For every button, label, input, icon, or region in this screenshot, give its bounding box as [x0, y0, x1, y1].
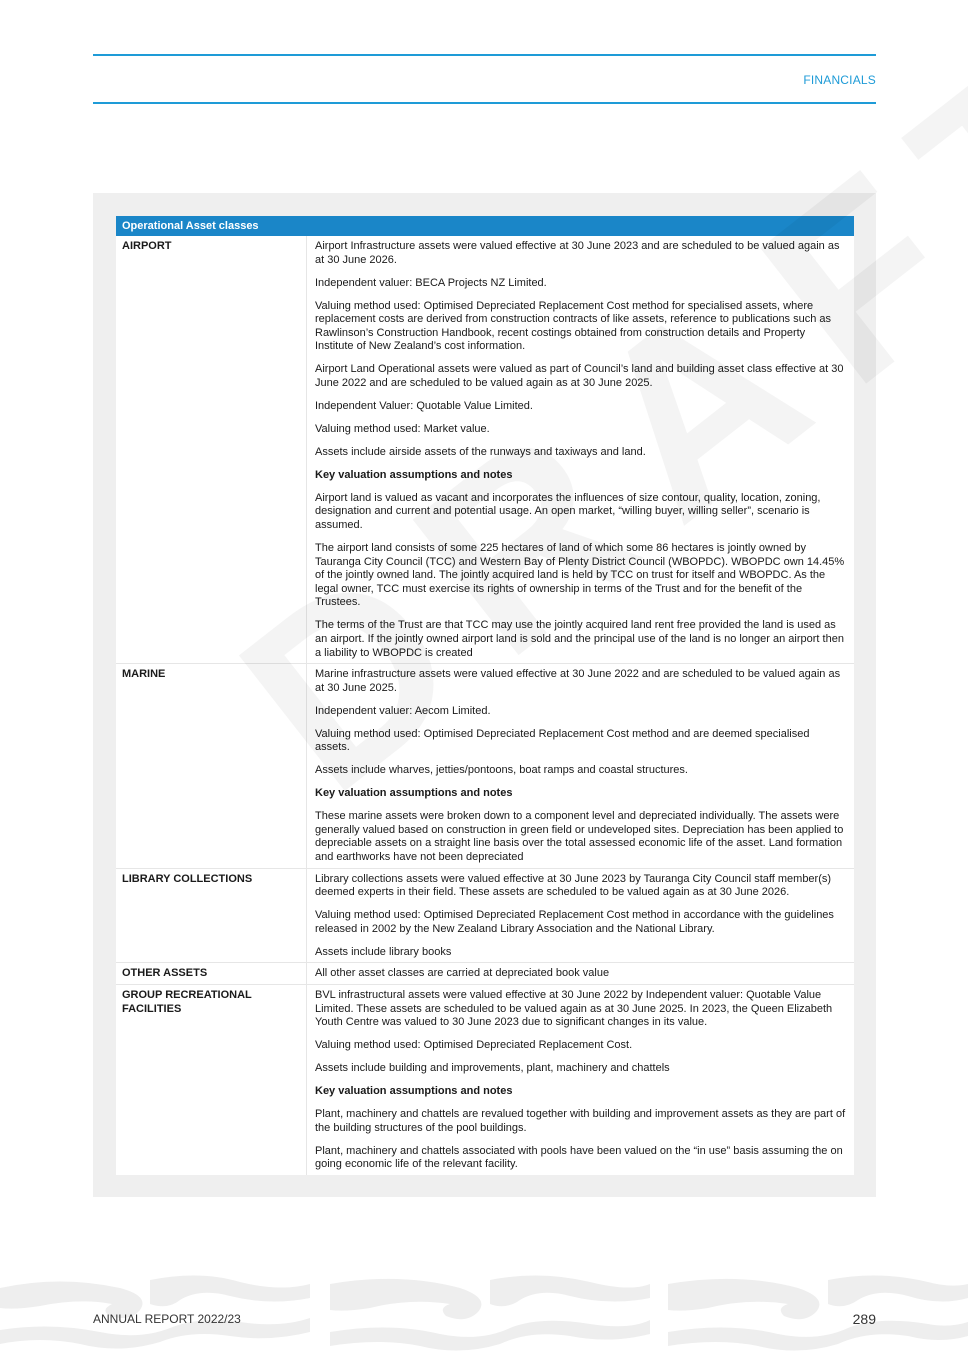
paragraph: Airport Infrastructure assets were valued effective at 30 June 2023 and are scheduled to be valued again as at 30 June 2026. — [315, 240, 840, 266]
row-label-group-recreational-facilities: GROUP RECREATIONAL FACILITIES — [116, 985, 307, 1175]
table-row — [116, 963, 854, 985]
header-top-rule — [93, 54, 876, 56]
subheading: Key valuation assumptions and notes — [315, 787, 513, 800]
row-label-library-collections: LIBRARY COLLECTIONS — [116, 869, 307, 963]
paragraph: The airport land consists of some 225 hectares of land of which some 86 hectares is jointly owned by Tauranga City Council (TCC) and Western Bay of Plenty District Council (WBOPDC). WBOPDC own 14.45% of the jointly owned land. The jointly acquired land is held by TCC on trust for itself and WBOPDC. As the legal owner, TCC must exercise its rights of ownership in terms of the Trust and for the benefit of the Trustees. — [315, 542, 845, 609]
header-bottom-rule — [93, 102, 876, 104]
paragraph: All other asset classes are carried at depreciated book value — [315, 967, 610, 980]
table-header: Operational Asset classes — [116, 216, 854, 236]
paragraph: Valuing method used: Market value. — [315, 422, 490, 435]
paragraph: Assets include airside assets of the runways and taxiways and land. — [315, 445, 646, 458]
row-body-library-collections — [307, 869, 854, 963]
paragraph: Valuing method used: Optimised Depreciated Replacement Cost. — [315, 1039, 633, 1052]
paragraph: Airport Land Operational assets were valued as part of Council’s land and building asset class effective at 30 June 2022 and are scheduled to be valued again as at 30 June 2025. — [315, 363, 844, 389]
paragraph: These marine assets were broken down to a component level and depreciated individually. The assets were generally valued based on construction in green field or undeveloped sites. Depreciation has been applied to depreciable assets on a straight line basis over the total assessed economic life of the asset. Land formation and earthworks have not been depreciated — [315, 810, 844, 864]
subheading: Key valuation assumptions and notes — [315, 1085, 513, 1098]
table-row — [116, 236, 854, 664]
table-row — [116, 664, 854, 868]
paragraph: Assets include library books — [315, 945, 452, 958]
page-number: 289 — [852, 1311, 876, 1327]
row-label-marine: MARINE — [116, 664, 307, 867]
paragraph: BVL infrastructural assets were valued effective at 30 June 2022 by Independent valuer: Quotable Value Limited. These assets are scheduled to be valued again as at 30 June 2025. In 2023, the Queen Elizabeth Youth Centre was valued to 30 June 2023 due to significant changes in its value. — [315, 988, 833, 1029]
table-row — [116, 869, 854, 964]
paragraph: Assets include wharves, jetties/pontoons, boat ramps and coastal structures. — [315, 764, 688, 777]
paragraph: Valuing method used: Optimised Depreciated Replacement Cost method in accordance with the guidelines released in 2002 by the New Zealand Library Association and the National Library. — [315, 909, 834, 935]
footer-report-title: ANNUAL REPORT 2022/23 — [93, 1312, 241, 1326]
paragraph: Valuing method used: Optimised Depreciated Replacement Cost method and are deemed specialised assets. — [315, 727, 810, 754]
paragraph: The terms of the Trust are that TCC may use the jointly acquired land rent free provided the land is used as an airport. If the jointly owned airport land is sold and the principal use of the land is no longer an airport then a liability to WBOPDC is created — [315, 619, 844, 659]
paragraph: Valuing method used: Optimised Depreciated Replacement Cost method for specialised assets, where replacement costs are derived from construction contracts of like assets, reference to publications such as Rawlinson’s Construction Handbook, recent costings obtained from construction details and Property Institute of New Zealand’s cost information. — [315, 299, 832, 353]
paragraph: Plant, machinery and chattels are revalued together with building and improvement assets as they are part of the building structures of the pool buildings. — [315, 1108, 846, 1134]
row-label-other-assets: OTHER ASSETS — [116, 963, 307, 984]
table-row — [116, 985, 854, 1175]
section-label: FINANCIALS — [803, 73, 876, 87]
paragraph: Plant, machinery and chattels associated with pools have been valued on the “in use” basis assuming the on going economic life of the relevant facility. — [315, 1144, 843, 1171]
subheading: Key valuation assumptions and notes — [315, 468, 513, 481]
paragraph: Marine infrastructure assets were valued effective at 30 June 2022 and are scheduled to be valued again as at 30 June 2025. — [315, 668, 841, 694]
paragraph: Independent valuer: Aecom Limited. — [315, 704, 491, 717]
row-body-marine — [307, 664, 854, 867]
row-body-group-recreational-facilities — [307, 985, 854, 1175]
paragraph: Independent Valuer: Quotable Value Limited. — [315, 399, 533, 412]
row-label-airport: AIRPORT — [116, 236, 307, 663]
paragraph: Assets include building and improvements, plant, machinery and chattels — [315, 1062, 670, 1075]
row-body-airport — [307, 236, 854, 663]
paragraph: Airport land is valued as vacant and incorporates the influences of size contour, quality, location, zoning, designation and current and potential usage. An open market, “willing buyer, willing seller”, scenario is assumed. — [315, 491, 821, 532]
paragraph: Library collections assets were valued effective at 30 June 2023 by Tauranga City Council staff member(s) deemed experts in their field. These assets are scheduled to be valued again as at 30 June 2026. — [315, 872, 832, 899]
asset-classes-table — [116, 216, 854, 1175]
row-body-other-assets — [307, 963, 854, 984]
paragraph: Independent valuer: BECA Projects NZ Limited. — [315, 276, 547, 289]
